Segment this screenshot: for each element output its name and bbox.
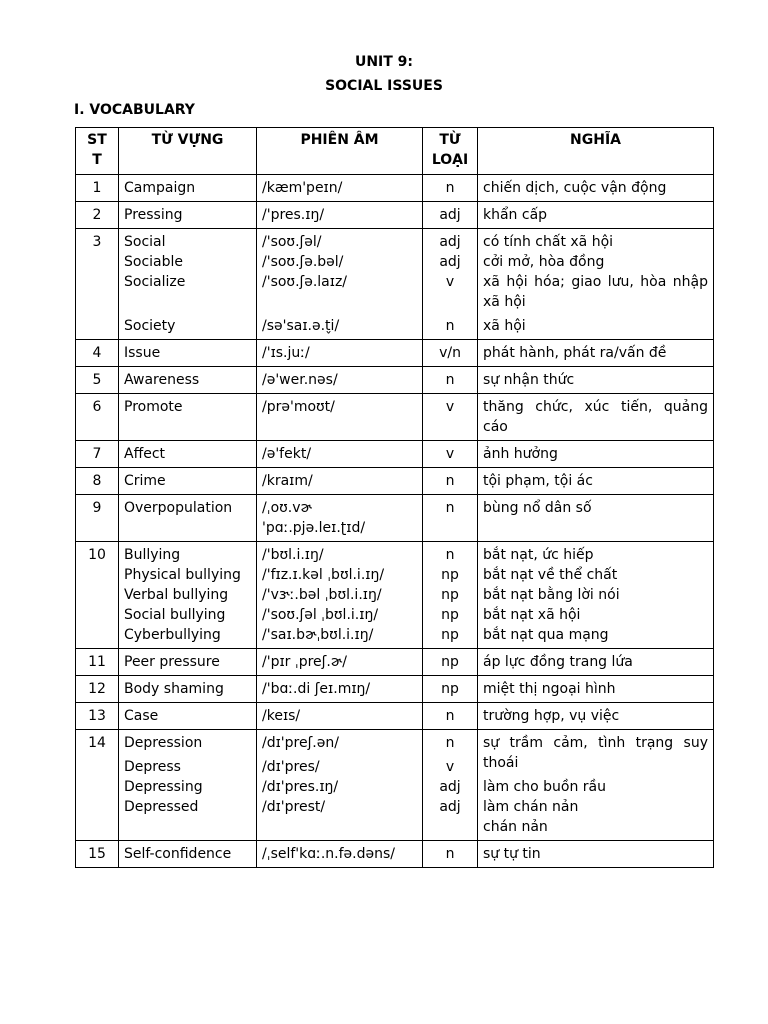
row-number: 13 <box>76 703 119 730</box>
table-row <box>76 676 714 703</box>
vocab-word-type-cell <box>423 730 478 841</box>
vocab-word: Bullying <box>124 547 181 563</box>
row-number: 7 <box>76 441 119 468</box>
row-number: 15 <box>76 841 119 868</box>
row-number: 12 <box>76 676 119 703</box>
vocab-meaning: bắt nạt bằng lời nói <box>483 587 620 603</box>
vocab-pronunciation-cell <box>257 175 423 202</box>
table-row <box>76 730 714 841</box>
vocab-word-type: v <box>445 274 455 290</box>
vocabulary-table <box>75 127 714 868</box>
vocab-word-type: adj <box>439 254 461 270</box>
vocab-pronunciation-cell <box>257 495 423 542</box>
vocab-pronunciation: /'bʊl.i.ɪŋ/ <box>262 547 324 563</box>
vocab-pronunciation-cell <box>257 340 423 367</box>
vocab-pronunciation: /'soʊ.ʃə.bəl/ <box>262 254 344 270</box>
vocab-meaning: phát hành, phát ra/vấn đề <box>483 345 667 361</box>
vocab-meaning-cell <box>478 229 714 340</box>
row-number: 10 <box>76 542 119 649</box>
vocab-word-type: np <box>441 627 459 643</box>
vocab-word-type-cell <box>423 441 478 468</box>
vocab-word-type-cell <box>423 229 478 340</box>
row-number: 6 <box>76 394 119 441</box>
vocab-meaning: chiến dịch, cuộc vận động <box>483 180 667 196</box>
vocab-meaning: ảnh hưởng <box>483 446 558 462</box>
vocab-word-cell <box>119 542 257 649</box>
vocab-word: Depressing <box>124 779 203 795</box>
vocab-word-cell <box>119 730 257 841</box>
vocab-meaning-cell <box>478 676 714 703</box>
vocab-word: Case <box>124 708 159 724</box>
vocab-pronunciation-cell <box>257 703 423 730</box>
vocab-word-type-cell <box>423 340 478 367</box>
vocab-meaning: làm cho buồn rầu <box>483 779 606 795</box>
vocab-pronunciation: /keɪs/ <box>262 708 301 724</box>
row-number: 14 <box>76 730 119 841</box>
vocab-meaning: bắt nạt, ức hiếp <box>483 547 594 563</box>
vocab-pronunciation: /'saɪ.bɚˌbʊl.i.ɪŋ/ <box>262 627 374 643</box>
row-number: 4 <box>76 340 119 367</box>
vocab-word-type: np <box>441 654 459 670</box>
vocab-meaning: sự trầm cảm, tình trạng suy thoái <box>483 735 708 771</box>
vocab-meaning: bắt nạt xã hội <box>483 607 581 623</box>
vocab-word-type: n <box>445 372 455 388</box>
table-row <box>76 495 714 542</box>
vocab-meaning-cell <box>478 175 714 202</box>
vocab-pronunciation-cell <box>257 676 423 703</box>
vocab-pronunciation-cell <box>257 202 423 229</box>
vocab-word-type: n <box>445 547 455 563</box>
vocab-word: Affect <box>124 446 166 462</box>
vocab-meaning: thăng chức, xúc tiến, quảng cáo <box>483 399 708 435</box>
table-row <box>76 229 714 340</box>
vocab-meaning-cell <box>478 495 714 542</box>
vocab-meaning: làm chán nản <box>483 799 579 815</box>
vocab-word-type: v/n <box>439 345 461 361</box>
vocab-word: Depress <box>124 759 181 775</box>
vocab-word-type-cell <box>423 676 478 703</box>
vocab-word: Socialize <box>124 274 186 290</box>
vocab-word-cell <box>119 703 257 730</box>
vocab-word-type: n <box>445 708 455 724</box>
vocab-word: Verbal bullying <box>124 587 229 603</box>
vocab-word: Depressed <box>124 799 199 815</box>
vocab-pronunciation: /ˌself'kɑː.n.fə.dəns/ <box>262 846 395 862</box>
vocab-pronunciation: /dɪ'prest/ <box>262 799 326 815</box>
vocab-meaning-cell <box>478 441 714 468</box>
unit-subject: SOCIAL ISSUES <box>325 78 443 94</box>
vocab-meaning-cell <box>478 649 714 676</box>
vocab-word-type-cell <box>423 841 478 868</box>
vocab-meaning: cởi mở, hòa đồng <box>483 254 605 270</box>
vocab-word: Promote <box>124 399 183 415</box>
vocab-word-type: n <box>445 473 455 489</box>
vocab-word: Physical bullying <box>124 567 241 583</box>
vocab-meaning: áp lực đồng trang lứa <box>483 654 633 670</box>
vocab-word: Sociable <box>124 254 184 270</box>
section-heading: I. VOCABULARY <box>74 102 195 118</box>
vocab-word: Awareness <box>124 372 200 388</box>
vocab-pronunciation: /prə'moʊt/ <box>262 399 335 415</box>
vocab-word-type-cell <box>423 367 478 394</box>
vocab-word-type: v <box>445 446 455 462</box>
vocab-word-cell <box>119 841 257 868</box>
vocab-pronunciation-cell <box>257 441 423 468</box>
vocab-meaning: miệt thị ngoại hình <box>483 681 616 697</box>
vocab-pronunciation-cell <box>257 367 423 394</box>
vocab-word: Self-confidence <box>124 846 232 862</box>
vocab-pronunciation-cell <box>257 468 423 495</box>
vocab-pronunciation: /'soʊ.ʃəl/ <box>262 234 322 250</box>
vocab-pronunciation: /dɪ'pres.ɪŋ/ <box>262 779 339 795</box>
header-stt: ST T <box>76 128 119 175</box>
table-row <box>76 175 714 202</box>
vocab-pronunciation: /dɪ'preʃ.ən/ <box>262 735 339 751</box>
table-row <box>76 367 714 394</box>
vocab-pronunciation: /'fɪz.ɪ.kəl ˌbʊl.i.ɪŋ/ <box>262 567 385 583</box>
table-row <box>76 841 714 868</box>
row-number: 9 <box>76 495 119 542</box>
vocab-word: Depression <box>124 735 203 751</box>
vocab-word: Body shaming <box>124 681 224 697</box>
vocab-word-cell <box>119 495 257 542</box>
table-row <box>76 394 714 441</box>
vocab-meaning: bùng nổ dân số <box>483 500 592 516</box>
vocab-word-type-cell <box>423 202 478 229</box>
vocab-meaning-cell <box>478 730 714 841</box>
header-pronunciation: PHIÊN ÂM <box>257 128 423 175</box>
unit-title: UNIT 9: <box>354 54 414 70</box>
vocab-word-type: adj <box>439 234 461 250</box>
table-row <box>76 649 714 676</box>
vocab-pronunciation: /kæm'peɪn/ <box>262 180 343 196</box>
vocab-word-type-cell <box>423 703 478 730</box>
vocab-word: Pressing <box>124 207 183 223</box>
vocab-meaning-cell <box>478 202 714 229</box>
vocab-word-type: n <box>445 180 455 196</box>
vocab-meaning: trường hợp, vụ việc <box>483 708 620 724</box>
vocab-pronunciation: /ə'fekt/ <box>262 446 312 462</box>
vocab-word: Overpopulation <box>124 500 233 516</box>
vocab-word-type: np <box>441 587 459 603</box>
vocab-word-type-cell <box>423 542 478 649</box>
vocab-word-type: np <box>441 681 459 697</box>
vocab-pronunciation: /'ɪs.juː/ <box>262 345 310 361</box>
vocab-word-type-cell <box>423 394 478 441</box>
header-word-type: TỪ LOẠI <box>423 128 478 175</box>
vocab-pronunciation-cell <box>257 730 423 841</box>
vocab-word: Crime <box>124 473 166 489</box>
row-number: 1 <box>76 175 119 202</box>
vocab-word-type-cell <box>423 649 478 676</box>
vocab-pronunciation-cell <box>257 841 423 868</box>
table-row <box>76 441 714 468</box>
vocab-pronunciation: /kraɪm/ <box>262 473 313 489</box>
row-number: 8 <box>76 468 119 495</box>
vocab-word-cell <box>119 649 257 676</box>
vocab-meaning-cell <box>478 841 714 868</box>
vocab-word-cell <box>119 367 257 394</box>
vocab-meaning: khẩn cấp <box>483 207 548 223</box>
table-row <box>76 202 714 229</box>
vocab-word-type: v <box>445 759 455 775</box>
vocab-meaning-cell <box>478 340 714 367</box>
vocab-word-type: n <box>445 500 455 516</box>
vocab-word: Society <box>124 318 176 334</box>
vocab-word-cell <box>119 441 257 468</box>
vocab-pronunciation: /ə'wer.nəs/ <box>262 372 338 388</box>
table-header-row <box>76 128 714 175</box>
vocab-pronunciation: /dɪ'pres/ <box>262 759 320 775</box>
vocab-pronunciation: /'pres.ɪŋ/ <box>262 207 325 223</box>
vocab-word-cell <box>119 340 257 367</box>
vocab-meaning: có tính chất xã hội <box>483 234 614 250</box>
vocab-word-type: adj <box>439 779 461 795</box>
row-number: 11 <box>76 649 119 676</box>
table-row <box>76 703 714 730</box>
vocab-pronunciation-cell <box>257 394 423 441</box>
vocab-word-type: n <box>445 735 455 751</box>
vocab-word-type: n <box>445 846 455 862</box>
row-number: 3 <box>76 229 119 340</box>
header-meaning: NGHĨA <box>478 128 714 175</box>
vocab-word-type-cell <box>423 175 478 202</box>
vocab-word-type: np <box>441 567 459 583</box>
table-row <box>76 542 714 649</box>
vocab-word: Issue <box>124 345 161 361</box>
vocab-meaning: bắt nạt qua mạng <box>483 627 609 643</box>
vocab-word-type: n <box>445 318 455 334</box>
vocab-meaning-cell <box>478 394 714 441</box>
vocab-word-type-cell <box>423 468 478 495</box>
vocab-word: Peer pressure <box>124 654 220 670</box>
vocab-word-type: v <box>445 399 455 415</box>
vocab-pronunciation-cell <box>257 229 423 340</box>
vocab-word-type: adj <box>439 799 461 815</box>
row-number: 5 <box>76 367 119 394</box>
vocab-word-type-cell <box>423 495 478 542</box>
vocab-pronunciation-cell <box>257 542 423 649</box>
vocab-meaning: sự nhận thức <box>483 372 575 388</box>
vocab-meaning: bắt nạt về thể chất <box>483 567 618 583</box>
vocab-meaning: chán nản <box>483 819 548 835</box>
vocab-word: Social bullying <box>124 607 226 623</box>
vocab-pronunciation: /'vɝː.bəl ˌbʊl.i.ɪŋ/ <box>262 587 382 603</box>
vocab-pronunciation: /ˌoʊ.vɚ 'pɑː.pjə.leɪ.ʈɪd/ <box>262 500 366 536</box>
vocab-meaning: xã hội <box>483 318 526 334</box>
vocab-pronunciation-cell <box>257 649 423 676</box>
vocab-word: Campaign <box>124 180 196 196</box>
table-row <box>76 340 714 367</box>
vocab-meaning-cell <box>478 468 714 495</box>
vocab-meaning-cell <box>478 367 714 394</box>
vocab-word: Social <box>124 234 166 250</box>
vocab-meaning-cell <box>478 542 714 649</box>
vocab-word-cell <box>119 202 257 229</box>
vocab-word: Cyberbullying <box>124 627 221 643</box>
vocab-pronunciation: /'bɑː.di ʃeɪ.mɪŋ/ <box>262 681 371 697</box>
vocab-meaning-cell <box>478 703 714 730</box>
vocab-word-cell <box>119 676 257 703</box>
vocab-word-cell <box>119 175 257 202</box>
vocab-meaning: xã hội hóa; giao lưu, hòa nhập xã hội <box>483 274 708 310</box>
vocab-word-cell <box>119 468 257 495</box>
vocab-pronunciation: /'soʊ.ʃə.laɪz/ <box>262 274 348 290</box>
table-row <box>76 468 714 495</box>
vocab-meaning: sự tự tin <box>483 846 541 862</box>
vocab-meaning: tội phạm, tội ác <box>483 473 593 489</box>
vocab-word-type: np <box>441 607 459 623</box>
vocab-word-type: adj <box>439 207 461 223</box>
vocab-word-cell <box>119 229 257 340</box>
vocab-pronunciation: /'pɪr ˌpreʃ.ɚ/ <box>262 654 347 670</box>
header-word: TỪ VỰNG <box>119 128 257 175</box>
vocab-pronunciation: /'soʊ.ʃəl ˌbʊl.i.ɪŋ/ <box>262 607 379 623</box>
row-number: 2 <box>76 202 119 229</box>
vocab-word-cell <box>119 394 257 441</box>
vocab-pronunciation: /sə'saɪ.ə.t̬i/ <box>262 318 340 334</box>
